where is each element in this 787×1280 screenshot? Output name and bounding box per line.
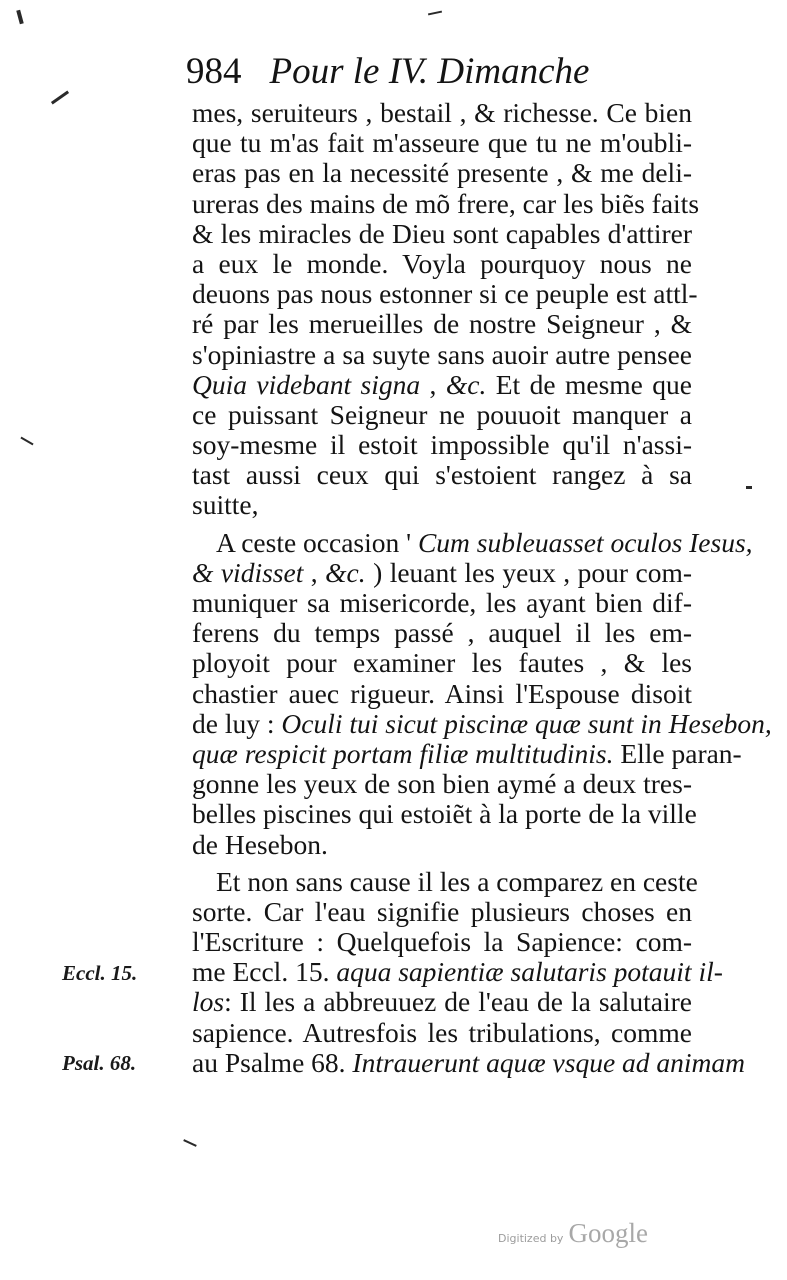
- text-run: de Hesebon.: [192, 828, 328, 860]
- scan-speck: [428, 11, 442, 16]
- latin-quote: Quia videbant signa: [192, 368, 421, 400]
- latin-quote: & vidisset: [192, 556, 304, 588]
- text-run: eras pas en la necessité presente , & me deli-: [192, 157, 692, 189]
- text-run: soy-mesme il estoit impossible qu'il n'assi-: [192, 429, 692, 461]
- text-line: [192, 187, 700, 219]
- body-text: [192, 97, 772, 1078]
- scan-speck: [16, 10, 23, 25]
- text-line: [192, 588, 692, 618]
- text-line: [192, 370, 692, 400]
- latin-quote: los: [192, 986, 225, 1018]
- text-line: [192, 707, 772, 739]
- digitized-label: Digitized by: [498, 1232, 564, 1245]
- text-run: A ceste occasion ': [216, 526, 418, 558]
- text-run: ureras des mains de mõ frere, car les biẽs faits: [192, 187, 700, 219]
- text-run: a eux le monde. Voyla pourquoy nous ne: [192, 247, 692, 279]
- text-line: [192, 219, 692, 249]
- text-line: [192, 618, 692, 648]
- digitization-watermark: [498, 1218, 648, 1249]
- text-run: suitte,: [192, 489, 259, 521]
- text-line: [192, 987, 692, 1017]
- text-run: ré par les merueilles de nostre Seigneur , &: [192, 308, 692, 340]
- text-line: [192, 309, 692, 339]
- text-run: ce puissant Seigneur ne pouuoit manquer a: [192, 398, 692, 430]
- text-run: gonne les yeux de son bien aymé a deux tres-: [192, 768, 692, 800]
- text-line: [192, 648, 692, 678]
- text-line: [192, 865, 698, 897]
- text-run: : Il les a abbreuuez de l'eau de la salutaire: [224, 986, 692, 1018]
- text-run: ferens du temps passé , auquel il les em-: [192, 617, 692, 649]
- margin-note: Psal. 68.: [62, 1051, 137, 1076]
- text-run: s'opiniastre a sa suyte sans auoir autre pensee: [192, 338, 692, 370]
- text-run: au Psalme 68.: [192, 1046, 353, 1078]
- text-line: [192, 400, 692, 430]
- text-run: belles piscines qui estoiẽt à la porte de la ville: [192, 798, 697, 830]
- text-run: l'Escriture : Quelquefois la Sapience: com-: [192, 926, 692, 958]
- text-line: [192, 460, 692, 490]
- text-run: ployoit pour examiner les fautes , & les: [192, 647, 692, 679]
- text-run: ) leuant les yeux , pour com-: [365, 556, 692, 588]
- page-number: 984: [186, 51, 242, 92]
- text-run: de luy :: [192, 707, 282, 739]
- text-run: ,: [420, 368, 446, 400]
- text-run: tast aussi ceux qui s'estoient rangez à sa: [192, 459, 692, 491]
- text-line: [192, 490, 692, 520]
- text-run: ,: [303, 556, 326, 588]
- scan-speck: [183, 1139, 197, 1147]
- text-line: [192, 956, 723, 988]
- scan-speck: [20, 437, 33, 446]
- text-line: [192, 679, 692, 709]
- text-run: & les miracles de Dieu sont capables d'attirer: [192, 217, 692, 249]
- text-run: sorte. Car l'eau signifie plusieurs choses en: [192, 895, 692, 927]
- running-title: Pour le IV. Dimanche: [269, 51, 590, 92]
- text-run: mes, seruiteurs , bestail , & richesse. Ce bien: [192, 97, 692, 128]
- text-line: [192, 830, 692, 860]
- scan-speck: [746, 486, 752, 489]
- text-run: chastier auec rigueur. Ainsi l'Espouse disoit: [192, 677, 692, 709]
- google-logo: Google: [568, 1218, 648, 1248]
- latin-quote: Cum subleuasset oculos Iesus,: [417, 526, 753, 558]
- text-line: [192, 526, 753, 558]
- text-line: [192, 737, 742, 769]
- latin-quote: &c.: [445, 368, 487, 400]
- latin-quote: &c.: [325, 556, 366, 588]
- text-run: deuons pas nous estonner si ce peuple est attl-: [192, 278, 698, 310]
- text-line: [192, 340, 692, 370]
- text-line: [192, 430, 692, 460]
- text-line: [192, 798, 697, 830]
- text-run: me Eccl. 15.: [192, 956, 337, 988]
- scan-speck: [51, 91, 69, 105]
- text-line: [192, 927, 692, 957]
- text-run: que tu m'as fait m'asseure que tu ne m'oubli-: [192, 127, 692, 159]
- text-line: [192, 249, 692, 279]
- text-line: [192, 769, 692, 799]
- text-line: [192, 897, 692, 927]
- running-header: [186, 50, 706, 94]
- text-run: muniquer sa misericorde, les ayant bien dif-: [192, 587, 692, 618]
- latin-quote: aqua sapientiæ salutaris potauit il-: [336, 956, 723, 988]
- margin-note: Eccl. 15.: [62, 960, 138, 985]
- text-run: Et non sans cause il les a comparez en ceste: [216, 865, 698, 897]
- text-line: [192, 128, 692, 158]
- text-line: [192, 1018, 692, 1048]
- latin-quote: Intrauerunt aquæ vsque ad animam: [352, 1046, 746, 1078]
- latin-quote: quæ respicit portam filiæ multitudinis.: [192, 737, 614, 769]
- text-line: [192, 1046, 746, 1078]
- text-run: Elle paran-: [613, 737, 742, 769]
- text-run: sapience. Autresfois les tribulations, comme: [192, 1016, 692, 1048]
- text-line: [192, 558, 692, 588]
- text-line: [192, 158, 692, 188]
- text-line: [192, 278, 698, 310]
- text-line: [192, 98, 692, 128]
- latin-quote: Oculi tui sicut piscinæ quæ sunt in Hesebon,: [281, 707, 772, 739]
- text-run: Et de mesme que: [486, 368, 692, 400]
